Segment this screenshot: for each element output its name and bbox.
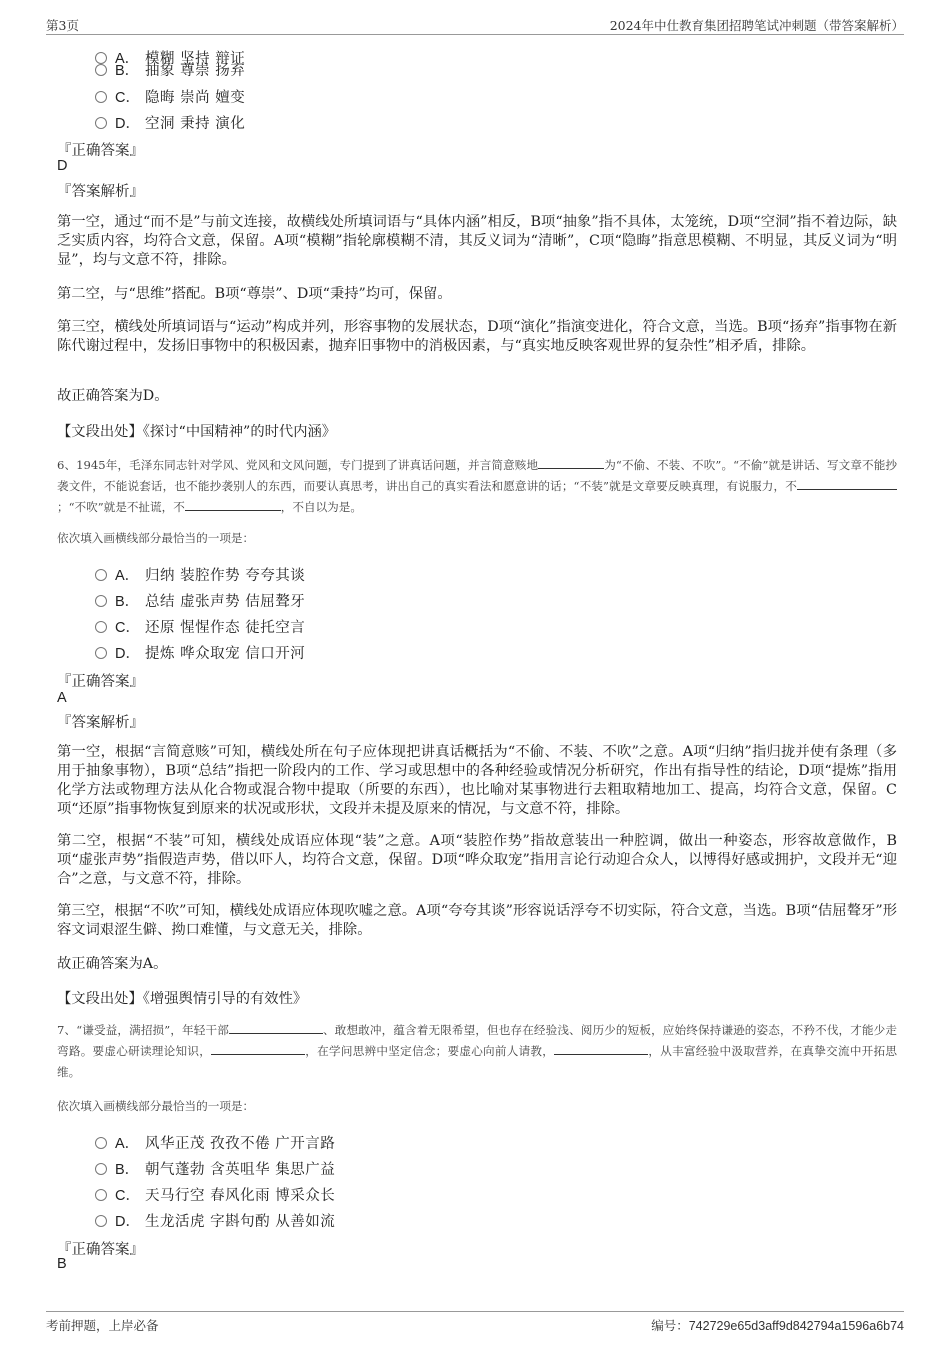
q7-instruction: 依次填入画横线部分最恰当的一项是： bbox=[57, 1099, 255, 1113]
q6-instruction: 依次填入画横线部分最恰当的一项是： bbox=[57, 531, 255, 545]
radio-icon[interactable] bbox=[95, 595, 107, 607]
q5-analysis-para-2: 第二空，与“思维”搭配。B项“尊崇”、D项“秉持”均可，保留。 bbox=[57, 286, 452, 302]
q6-analysis-label: 『答案解析』 bbox=[57, 715, 144, 731]
q7-stem: 7、“谦受益，满招损”，年轻干部 、敢想敢冲，蕴含着无限希望，但也存在经验浅、阅历少的短板，应始终保持谦逊的姿态，不矜不伐，才能少走弯路。要虚心研读理论知识， ，在学问思辨中坚定信念；要虚心向前人请教， ，从丰富经验中汲取营养，在真挚交流中开拓思维。 bbox=[57, 1023, 897, 1079]
radio-icon[interactable] bbox=[95, 647, 107, 659]
q5-answer-label: 『正确答案』 bbox=[57, 143, 144, 159]
code-value: 742729e65d3aff9d842794a1596a6b74 bbox=[688, 1319, 904, 1333]
q6-source: 【文段出处】《增强舆情引导的有效性》 bbox=[57, 991, 308, 1007]
blank-line[interactable] bbox=[185, 498, 281, 511]
radio-icon[interactable] bbox=[95, 1163, 107, 1175]
q5-analysis-para-3: 第三空，横线处所填词语与“运动”构成并列，形容事物的发展状态，D项“演化”指演变进化，符合文意，当选。B项“扬弃”指事物在新陈代谢过程中，发扬旧事物中的积极因素，抛弃旧事物中的消极因素，与“真实地反映客观世界的复杂性”相矛盾，排除。 bbox=[57, 319, 897, 354]
radio-icon[interactable] bbox=[95, 64, 107, 76]
page-footer bbox=[46, 1311, 904, 1336]
q7-answer-label: 『正确答案』 bbox=[57, 1242, 144, 1258]
blank-line[interactable] bbox=[538, 456, 604, 469]
radio-icon[interactable] bbox=[95, 1215, 107, 1227]
q7-answer: B bbox=[57, 1256, 67, 1272]
q6-analysis-para-3: 第三空，根据“不吹”可知，横线处成语应体现吹嘘之意。A项“夸夸其谈”形容说话浮夸不切实际，符合文意，当选。B项“佶屈聱牙”形容文词艰涩生僻、拗口难懂，与文意无关，排除。 bbox=[57, 903, 897, 938]
code-label: 编号： bbox=[651, 1318, 689, 1333]
page-number: 第3页 bbox=[46, 18, 79, 33]
radio-icon[interactable] bbox=[95, 52, 107, 64]
radio-icon[interactable] bbox=[95, 117, 107, 129]
blank-line[interactable] bbox=[797, 477, 897, 490]
radio-icon[interactable] bbox=[95, 569, 107, 581]
radio-icon[interactable] bbox=[95, 1189, 107, 1201]
blank-line[interactable] bbox=[554, 1042, 648, 1055]
radio-icon[interactable] bbox=[95, 621, 107, 633]
page-header bbox=[46, 14, 904, 35]
q6-answer: A bbox=[57, 690, 67, 706]
q6-answer-label: 『正确答案』 bbox=[57, 674, 144, 690]
q6-analysis-conclusion: 故正确答案为A。 bbox=[57, 956, 168, 972]
radio-icon[interactable] bbox=[95, 91, 107, 103]
q6-analysis-para-1: 第一空，根据“言简意赅”可知，横线处所在句子应体现把讲真话概括为“不偷、不装、不吹”之意。A项“归纳”指归拢并使有条理（多用于抽象事物），B项“总结”指把一阶段内的工作、学习或思想中的各种经验或情况分析研究，作出有指导性的结论，D项“提炼”指用化学方法或物理方法从化合物或混合物中提取（所要的东西），也比喻对某事物进行去粗取精地加工、提高，均符合文意，保留。C项“还原”指事物恢复到原来的状况或形状，文段并未提及原来的情况，与文意不符，排除。 bbox=[57, 744, 897, 817]
blank-line[interactable] bbox=[211, 1042, 305, 1055]
document-code bbox=[651, 1316, 904, 1334]
document-title: 2024年中仕教育集团招聘笔试冲刺题（带答案解析） bbox=[609, 18, 904, 33]
blank-line[interactable] bbox=[229, 1021, 323, 1034]
q5-analysis-para-1: 第一空，通过“而不是”与前文连接，故横线处所填词语与“具体内涵”相反，B项“抽象”指不具体，太笼统，D项“空洞”指不着边际，缺乏实质内容，均符合文意，保留。A项“模糊”指轮廓模糊不清，其反义词为“清晰”，C项“隐晦”指意思模糊、不明显，其反义词为“明显”，均与文意不符，排除。 bbox=[57, 214, 897, 268]
q5-analysis-label: 『答案解析』 bbox=[57, 184, 144, 200]
q5-answer: D bbox=[57, 158, 68, 174]
q6-analysis-para-2: 第二空，根据“不装”可知，横线处成语应体现“装”之意。A项“装腔作势”指故意装出一种腔调，做出一种姿态，形容故意做作，B项“虚张声势”指假造声势，借以吓人，均符合文意，保留。D项“哗众取宠”指用言论行动迎合众人，以博得好感或拥护，文段并无“迎合”之意，与文意不符，排除。 bbox=[57, 833, 897, 887]
footer-slogan: 考前押题，上岸必备 bbox=[46, 1318, 159, 1333]
radio-icon[interactable] bbox=[95, 1137, 107, 1149]
q5-analysis-conclusion: 故正确答案为D。 bbox=[57, 388, 169, 404]
q6-stem: 6、1945年，毛泽东同志针对学风、党风和文风问题，专门提到了讲真话问题，并言简意赅地 为“不偷、不装、不吹”。“不偷”就是讲话、写文章不能抄袭文件，不能说套话，也不能抄袭别人的东西，而要认真思考，讲出自己的真实看法和愿意讲的话；“不装”就是文章要反映真理，有说服力，不；“不吹”就是不扯谎，不 ，不自以为是。 bbox=[57, 458, 897, 514]
q5-source: 【文段出处】《探讨“中国精神”的时代内涵》 bbox=[57, 424, 337, 440]
